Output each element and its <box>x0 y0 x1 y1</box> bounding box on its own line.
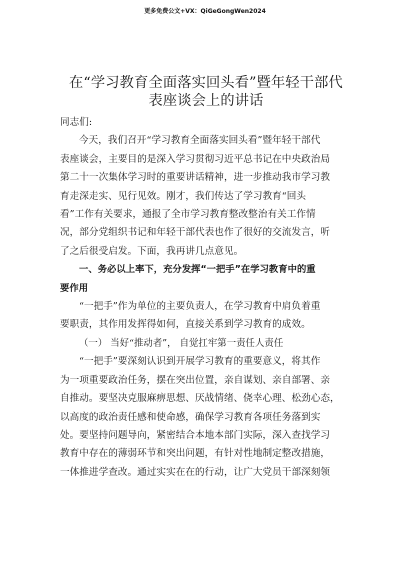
paragraph-line: 第二十一次集体学习时的重要讲话精神，进一步推动我市学习教 <box>60 172 331 184</box>
paragraph-line: 为一项重要政治任务，摆在突出位置，亲自谋划、亲自部署、亲 <box>60 374 331 386</box>
paragraph-line: 教育中存在的薄弱环节和突出问题，有针对性地制定整改措施， <box>60 448 331 460</box>
subsection-heading: （一） 当好“推动者”， 自觉扛牢第一责任人责任 <box>79 337 284 349</box>
paragraph-line: 要职责，其作用发挥得如何，直接关系到学习教育的成效。 <box>60 319 311 331</box>
paragraph-line: 今天，我们召开“学习教育全面落实回头看”暨年轻干部代 <box>79 135 321 147</box>
paragraph-line: 自推动。要坚决克服麻痹思想、厌战情绪、侥幸心理、松劲心态， <box>60 393 340 405</box>
document-page <box>60 74 352 482</box>
paragraph-line: 处。要坚持问题导向，紧密结合本地本部门实际，深入查找学习 <box>60 429 331 441</box>
document-title <box>60 74 352 110</box>
watermark-text: 更多免费公文+VX：QiGeGongWen2024 <box>144 8 266 15</box>
salutation: 同志们: <box>60 117 93 128</box>
paragraph-line: 育走深走实、见行见效。刚才，我们传达了学习教育“回头 <box>60 190 307 202</box>
paragraph-line: “一把手”作为单位的主要负责人，在学习教育中肩负着重 <box>79 301 321 313</box>
paragraph-line: 看”工作有关要求，通报了全市学习教育整改整治有关工作情 <box>60 209 316 221</box>
paragraph-line: “一把手”要深刻认识到开展学习教育的重要意义，将其作 <box>79 356 321 368</box>
paragraph-line: 一体推进学查改。通过实实在在的行动，让广大党员干部深刻领 <box>60 466 331 478</box>
paragraph-line: 况，部分党组织书记和年轻干部代表也作了很好的交流发言，听 <box>60 227 331 239</box>
paragraph-line: 表座谈会，主要目的是深入学习贯彻习近平总书记在中央政治局 <box>60 153 331 165</box>
section-heading: 要作用 <box>60 282 89 294</box>
title-line: 在“学习教育全面落实回头看”暨年轻干部代 <box>69 75 343 91</box>
title-line: 表座谈会上的讲话 <box>148 93 264 109</box>
paragraph-line: 了之后很受启发。下面，我再讲几点意见。 <box>60 245 244 257</box>
document-body <box>60 114 352 482</box>
section-heading: 一、务必以上率下，充分发挥“一把手”在学习教育中的重 <box>79 264 316 276</box>
paragraph-line: 以高度的政治责任感和使命感，确保学习教育各项任务落到实 <box>60 411 321 423</box>
